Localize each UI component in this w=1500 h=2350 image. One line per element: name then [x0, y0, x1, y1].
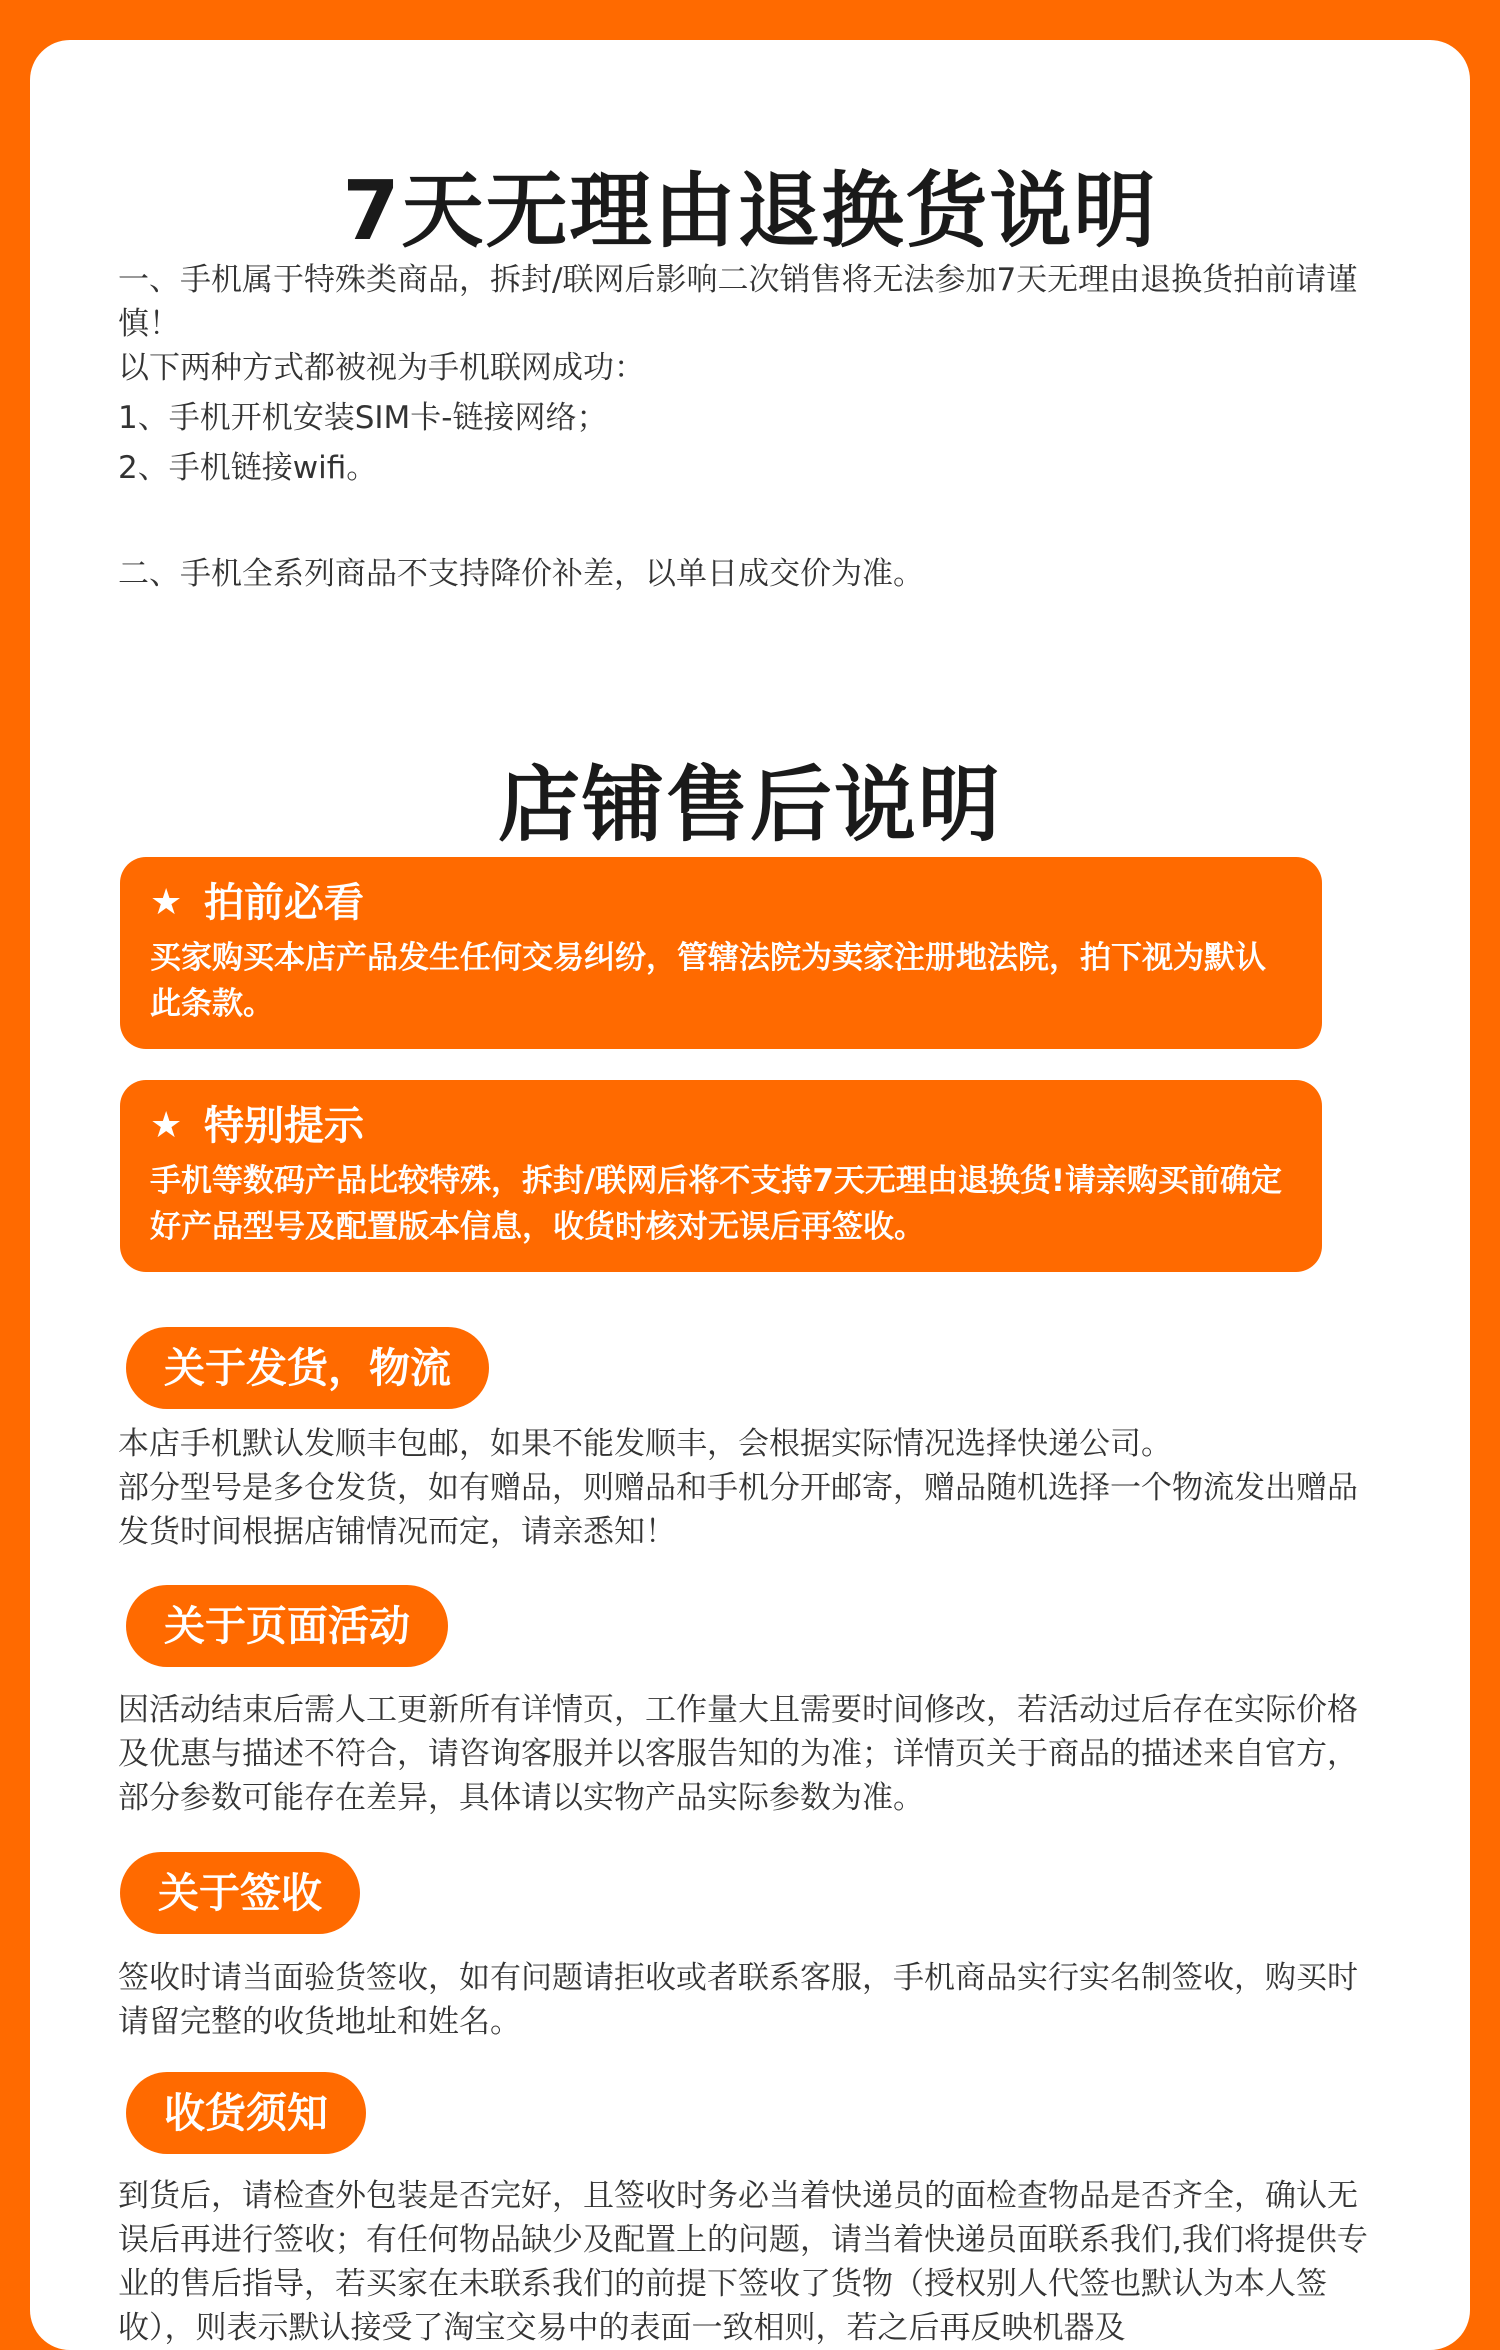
- star-icon: ★: [150, 882, 183, 923]
- policy-card: [30, 40, 1470, 2350]
- star-icon: ★: [150, 1105, 183, 1146]
- return-policy-text: [118, 258, 1378, 490]
- return-policy-line: 一、手机属于特殊类商品，拆封/联网后影响二次销售将无法参加7天无理由退换货拍前请谨慎！: [118, 262, 1358, 342]
- return-policy-line: 1、手机开机安装SIM卡-链接网络；: [118, 400, 608, 436]
- section-label-page-activity: 关于页面活动: [126, 1585, 448, 1667]
- return-policy-line: 以下两种方式都被视为手机联网成功：: [118, 350, 645, 386]
- section-text-page-activity: [118, 1688, 1378, 1820]
- section-line: 因活动结束后需人工更新所有详情页，工作量大且需要时间修改，若活动过后存在实际价格及优惠与描述不符合，请咨询客服并以客服告知的为准；详情页关于商品的描述来自官方，部分参数可能存在差异，具体请以实物产品实际参数为准。: [118, 1692, 1358, 1816]
- section-line: 本店手机默认发顺丰包邮，如果不能发顺丰，会根据实际情况选择快递公司。: [118, 1426, 1172, 1462]
- return-policy-point2: 二、手机全系列商品不支持降价补差，以单日成交价为准。: [118, 556, 924, 592]
- section-text-signing: [118, 1956, 1378, 2044]
- return-policy-title: 7天无理由退换货说明: [342, 164, 1158, 259]
- notice-body: 手机等数码产品比较特殊，拆封/联网后将不支持7天无理由退换货!请亲购买前确定好产品型号及配置版本信息，收货时核对无误后再签收。: [150, 1163, 1283, 1245]
- after-sales-title: 店铺售后说明: [497, 758, 1002, 853]
- section-line: 签收时请当面验货签收，如有问题请拒收或者联系客服，手机商品实行实名制签收，购买时请留完整的收货地址和姓名。: [118, 1960, 1358, 2040]
- notice-body: 买家购买本店产品发生任何交易纠纷，管辖法院为卖家注册地法院，拍下视为默认此条款。: [150, 940, 1266, 1022]
- section-text-shipping: [118, 1422, 1378, 1554]
- section-label-signing: 关于签收: [120, 1852, 360, 1934]
- notice-heading: 拍前必看: [204, 880, 364, 926]
- section-line: 到货后，请检查外包装是否完好，且签收时务必当着快递员的面检查物品是否齐全，确认无误后再进行签收；有任何物品缺少及配置上的问题，请当着快递员面联系我们,我们将提供专业的售后指导，若买家在未联系我们的前提下签收了货物（授权别人代签也默认为本人签收），则表示默认接受了淘宝交易中的表面一致相则，若之后再反映机器及: [118, 2178, 1368, 2346]
- section-line: 部分型号是多仓发货，如有赠品，则赠品和手机分开邮寄，赠品随机选择一个物流发出赠品发货时间根据店铺情况而定，请亲悉知！: [118, 1470, 1358, 1550]
- section-label-shipping: 关于发货，物流: [126, 1327, 489, 1409]
- notice-heading: 特别提示: [204, 1103, 364, 1149]
- section-text-receiving: [118, 2174, 1378, 2350]
- return-policy-line: 2、手机链接wifi。: [118, 450, 378, 486]
- notice-box-before-purchase: [120, 857, 1322, 1049]
- section-label-receiving: 收货须知: [126, 2072, 366, 2154]
- notice-box-special-tip: [120, 1080, 1322, 1272]
